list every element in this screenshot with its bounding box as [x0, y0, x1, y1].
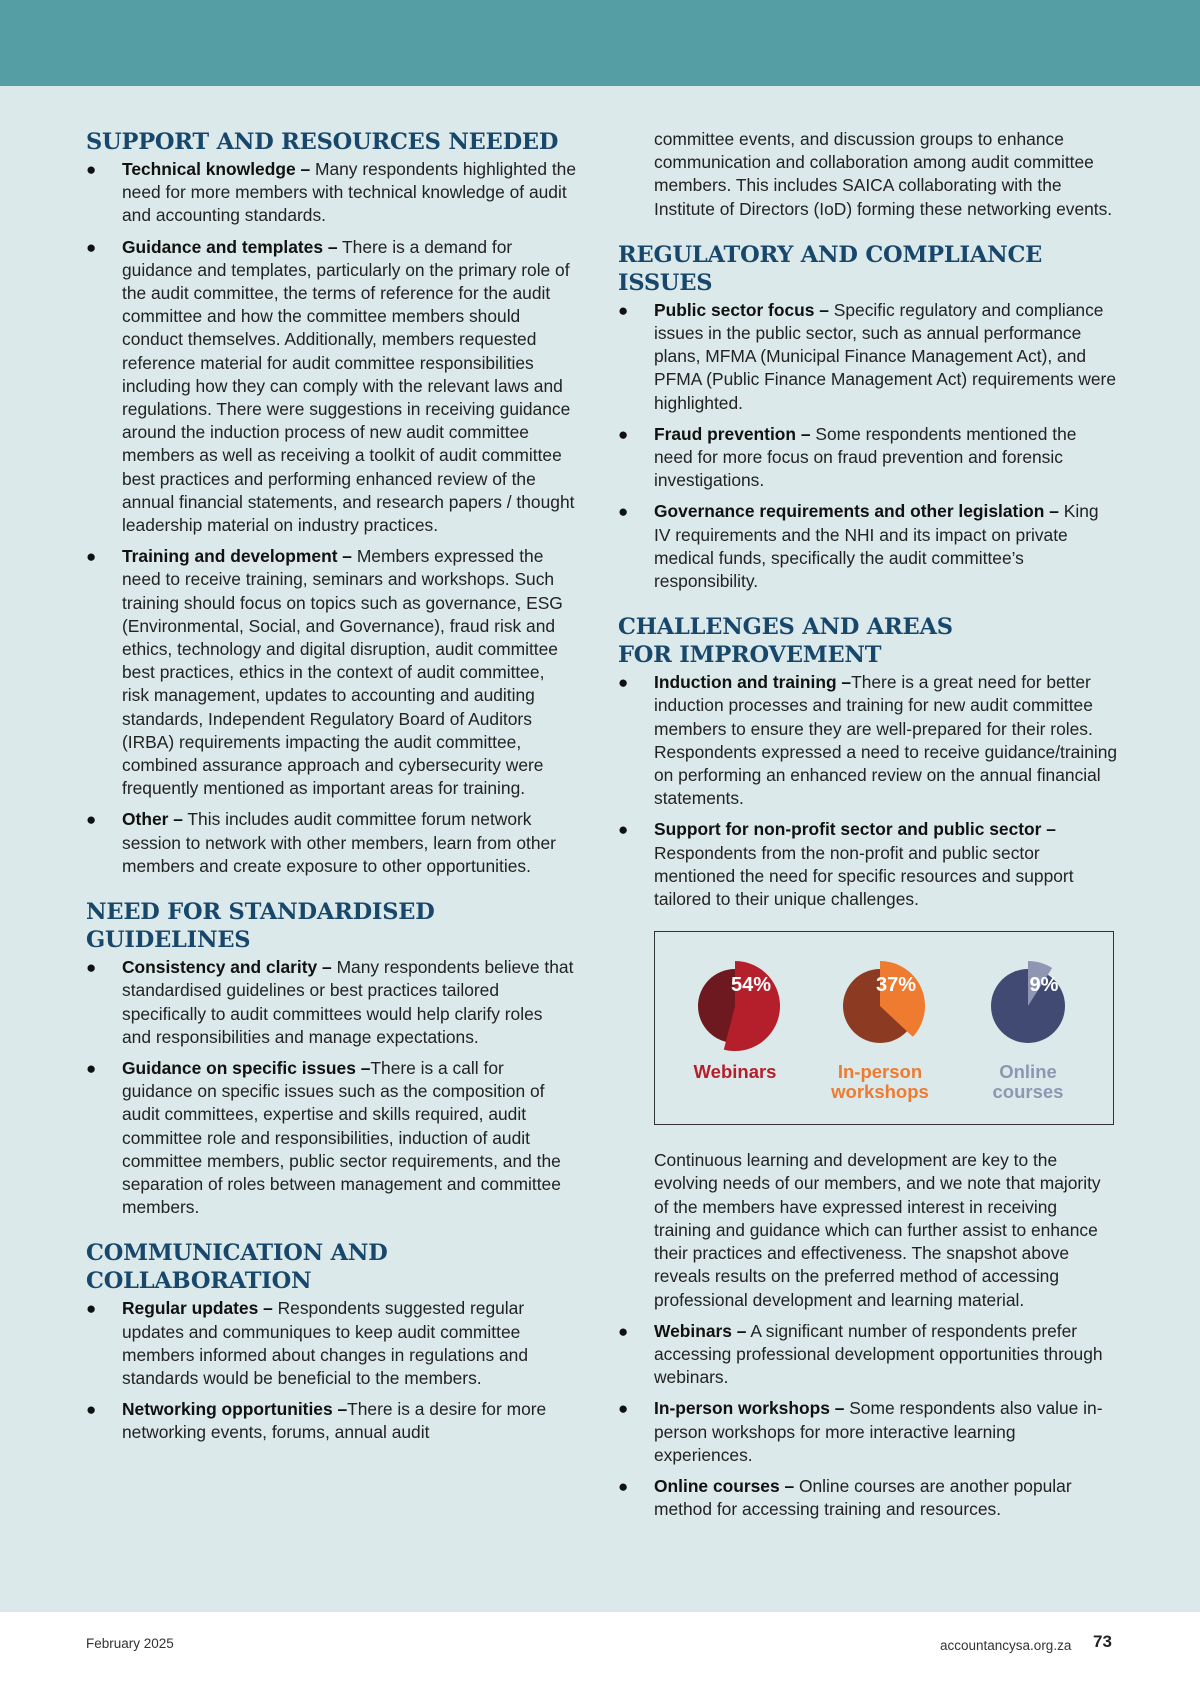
- item-term: Webinars –: [654, 1320, 747, 1341]
- item-text: There is a call for guidance on specific issues such as the composition of audit committees, expertise and skills required, audit committee role and responsibilities, induction of audit committee members, public sector requirements, and the separation of roles between management and committee members.: [122, 1057, 561, 1218]
- section-heading-guidelines: NEED FOR STANDARDISED GUIDELINES: [86, 899, 435, 954]
- item-text: Some respondents also value in-person workshops for more interactive learning experiences.: [654, 1398, 1103, 1465]
- item-term: Support for non-profit sector and public sector –: [654, 819, 1056, 840]
- pie-value-label: 9%: [1029, 974, 1059, 997]
- item-text: King IV requirements and the NHI and its impact on private medical funds, specifically the audit committee’s responsibility.: [654, 501, 1099, 592]
- label-line: Online: [999, 1061, 1057, 1083]
- item-term: Online courses –: [654, 1475, 795, 1496]
- left-column: [86, 128, 576, 1453]
- continued-paragraph: committee events, and discussion groups to enhance communication and collaboration among audit committee members. This includes SAICA collaborating with the Institute of Directors (IoD) forming these networking events.: [654, 129, 1113, 219]
- list-item: [86, 956, 576, 1049]
- item-text: Respondents suggested regular updates and communiques to keep audit committee members informed about changes in regulations and standards would be beneficial to the members.: [122, 1298, 529, 1388]
- item-text: There is a desire for more networking events, forums, annual audit: [122, 1399, 547, 1443]
- bullet-icon: ●: [86, 547, 97, 567]
- item-text: Many respondents highlighted the need for more members with technical knowledge of audit and accounting standards.: [122, 159, 577, 226]
- section-heading-regulatory: REGULATORY AND COMPLIANCE ISSUES: [618, 241, 1043, 296]
- bullet-icon: ●: [618, 673, 629, 693]
- item-term: Consistency and clarity –: [122, 957, 332, 978]
- learning-preference-chart: [654, 931, 1114, 1125]
- list-item: [618, 1475, 1118, 1521]
- item-term: Induction and training –: [654, 672, 852, 693]
- communication-list: [86, 1297, 576, 1444]
- item-text: There is a demand for guidance and templates, particularly on the primary role of the audit committee, the terms of reference for the audit committee and how the committee members should conduct themselves. Additionally, members requested reference material for audit committee responsibilities including how they can comply with the relevant laws and regulations. There were suggestions in receiving guidance around the induction process of new audit committee members as well as receiving a toolkit of audit committee best practices and performing enhanced review of the annual financial statements, and research papers / thought leadership material on industry practices.: [122, 236, 575, 536]
- item-term: Other –: [122, 809, 183, 830]
- top-color-band: [0, 0, 1200, 86]
- heading-line: CHALLENGES AND AREAS: [618, 614, 953, 641]
- item-term: Regular updates –: [122, 1298, 273, 1319]
- list-item: [86, 1398, 576, 1444]
- bullet-icon: ●: [618, 300, 629, 320]
- list-item: [618, 671, 1118, 810]
- guidelines-list: [86, 956, 576, 1219]
- challenges-list: [618, 671, 1118, 911]
- item-term: Guidance and templates –: [122, 236, 338, 257]
- item-text: Some respondents mentioned the need for more focus on fraud prevention and forensic investigations.: [654, 423, 1077, 491]
- list-item: [86, 158, 576, 228]
- page-number: 73: [1093, 1632, 1112, 1651]
- bullet-icon: ●: [86, 1299, 97, 1319]
- bullet-icon: ●: [618, 1476, 629, 1496]
- section-heading-challenges: [618, 613, 1118, 669]
- list-item: [86, 236, 576, 538]
- list-item: [618, 1397, 1118, 1467]
- regulatory-list: [618, 299, 1118, 593]
- learning-paragraph: Continuous learning and development are key to the evolving needs of our members, and we note that majority of the members have expressed interest in receiving training and guidance which can further assist to enhance their practices and effectiveness. The snapshot above reveals results on the preferred method of accessing professional development and learning material.: [654, 1150, 1101, 1310]
- item-term: Governance requirements and other legislation –: [654, 501, 1059, 522]
- bullet-icon: ●: [618, 1321, 629, 1341]
- list-item: [618, 299, 1118, 415]
- label-line: In-person: [837, 1061, 923, 1083]
- item-term: Technical knowledge –: [122, 159, 311, 179]
- bullet-icon: ●: [86, 1400, 97, 1420]
- item-text: Specific regulatory and compliance issues in the public sector, such as annual performance plans, MFMA (Municipal Finance Management Act), and PFMA (Public Finance Management Act) requirements were highlighted.: [654, 299, 1117, 413]
- list-item: [86, 808, 576, 878]
- item-text: Online courses are another popular method for accessing training and resources.: [654, 1475, 1072, 1520]
- pie-category-label: [958, 1062, 1098, 1102]
- bullet-icon: ●: [618, 424, 629, 444]
- right-column: [618, 128, 1118, 1529]
- bullet-icon: ●: [618, 1399, 629, 1419]
- pie-value-label: 54%: [730, 974, 772, 997]
- bullet-icon: ●: [86, 958, 97, 978]
- section-heading-support: SUPPORT AND RESOURCES NEEDED: [86, 129, 559, 155]
- item-text: Members expressed the need to receive training, seminars and workshops. Such training should focus on topics such as governance, ESG (Environmental, Social, and Governance), fraud risk and ethics, technology and digital disruption, audit committee best practices, ethics in the context of audit committee, risk management, updates to accounting and auditing standards, Independent Regulatory Board of Auditors (IRBA) requirements impacting the audit committee, combined assurance approach and cybersecurity were frequently mentioned as important areas for training.: [122, 546, 563, 799]
- item-term: In-person workshops –: [654, 1398, 845, 1419]
- list-item: [618, 423, 1118, 493]
- bullet-icon: ●: [618, 502, 629, 522]
- list-item: [618, 1320, 1118, 1390]
- item-text: Many respondents believe that standardised guidelines or best practices tailored specifically to audit committees would help clarify roles and responsibilities and manage expectations.: [122, 957, 574, 1047]
- item-text: This includes audit committee forum network session to network with other members, learn from other members and create exposure to other opportunities.: [122, 809, 556, 876]
- section-heading-communication: COMMUNICATION AND COLLABORATION: [86, 1240, 388, 1295]
- label-line: courses: [992, 1081, 1064, 1103]
- bullet-icon: ●: [618, 820, 629, 840]
- pie-value-label: 37%: [875, 974, 917, 997]
- pie-category-label: [665, 1062, 805, 1082]
- learning-list: [618, 1320, 1118, 1522]
- support-list: [86, 158, 576, 878]
- list-item: [618, 818, 1118, 911]
- heading-line: FOR IMPROVEMENT: [618, 642, 882, 669]
- footer-date: February 2025: [86, 1636, 174, 1651]
- item-term: Guidance on specific issues –: [122, 1057, 371, 1078]
- item-text: A significant number of respondents prefer accessing professional development opportunities through webinars.: [654, 1320, 1103, 1388]
- footer-website: accountancysa.org.za: [940, 1638, 1072, 1653]
- label-line: workshops: [831, 1081, 929, 1103]
- item-term: Public sector focus –: [654, 299, 829, 320]
- pie-category-label: [810, 1062, 950, 1102]
- item-text: Respondents from the non-profit and public sector mentioned the need for specific resources and support tailored to their unique challenges.: [654, 842, 1074, 910]
- bullet-icon: ●: [86, 1058, 97, 1078]
- label-line: Webinars: [693, 1061, 777, 1083]
- bullet-icon: ●: [86, 810, 97, 830]
- item-term: Networking opportunities –: [122, 1399, 348, 1420]
- item-term: Fraud prevention –: [654, 423, 811, 444]
- item-text: There is a great need for better induction processes and training for new audit committee members to ensure they are well-prepared for their roles. Respondents expressed a need to receive guidance/training on performing an enhanced review on the annual financial statements.: [654, 672, 1118, 809]
- bullet-icon: ●: [86, 237, 97, 257]
- bullet-icon: ●: [86, 160, 97, 179]
- item-term: Training and development –: [122, 546, 352, 567]
- list-item: [618, 500, 1118, 593]
- list-item: [86, 545, 576, 800]
- list-item: [86, 1297, 576, 1390]
- list-item: [86, 1057, 576, 1219]
